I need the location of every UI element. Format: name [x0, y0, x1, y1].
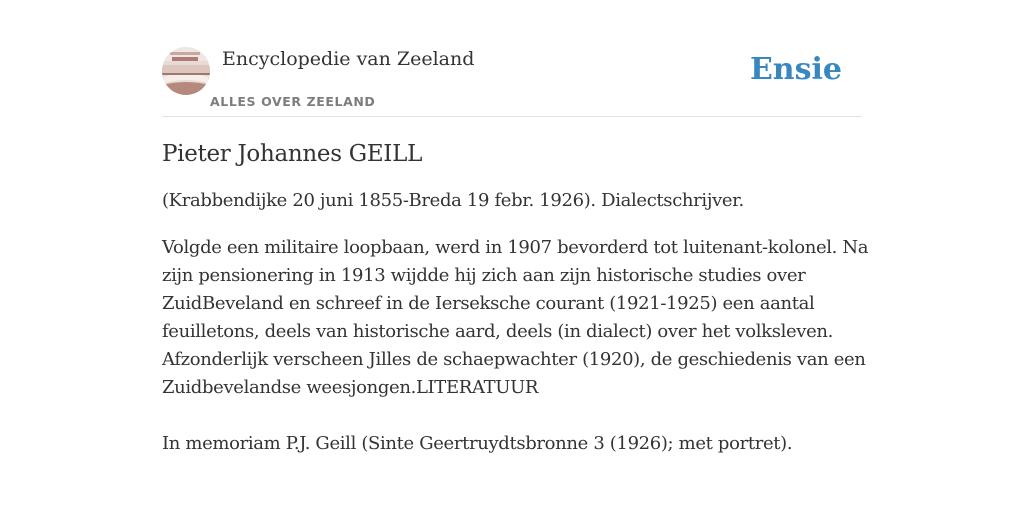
article-body — [162, 234, 869, 458]
body-line: ZuidBeveland en schreef in de Ierseksche courant (1921-1925) een aantal — [162, 293, 815, 314]
body-line: Volgde een militaire loopbaan, werd in 1907 bevorderd tot luitenant-kolonel. Na — [162, 237, 869, 258]
body-line: feuilletons, deels van historische aard, deels (in dialect) over het volksleven. — [162, 321, 834, 342]
paragraph-spacer — [162, 402, 862, 430]
article-title: Pieter Johannes GEILL — [162, 141, 423, 167]
body-line: zijn pensionering in 1913 wijdde hij zich aan zijn historische studies over — [162, 265, 806, 286]
body-line: Zuidbevelandse weesjongen.LITERATUUR — [162, 377, 539, 398]
body-line: Afzonderlijk verscheen Jilles de schaepwachter (1920), de geschiedenis van een — [162, 349, 866, 370]
literature-reference: In memoriam P.J. Geill (Sinte Geertruydtsbronne 3 (1926); met portret). — [162, 433, 793, 454]
site-tagline: ALLES OVER ZEELAND — [210, 94, 376, 109]
article — [162, 136, 869, 458]
brand-logo[interactable]: Ensie — [749, 52, 842, 87]
article-lead: (Krabbendijke 20 juni 1855-Breda 19 febr. 1926). Dialectschrijver. — [162, 190, 744, 211]
site-logo[interactable] — [162, 47, 210, 95]
logo-image-icon — [162, 47, 210, 95]
site-header — [162, 44, 862, 117]
site-title[interactable]: Encyclopedie van Zeeland — [222, 48, 475, 70]
